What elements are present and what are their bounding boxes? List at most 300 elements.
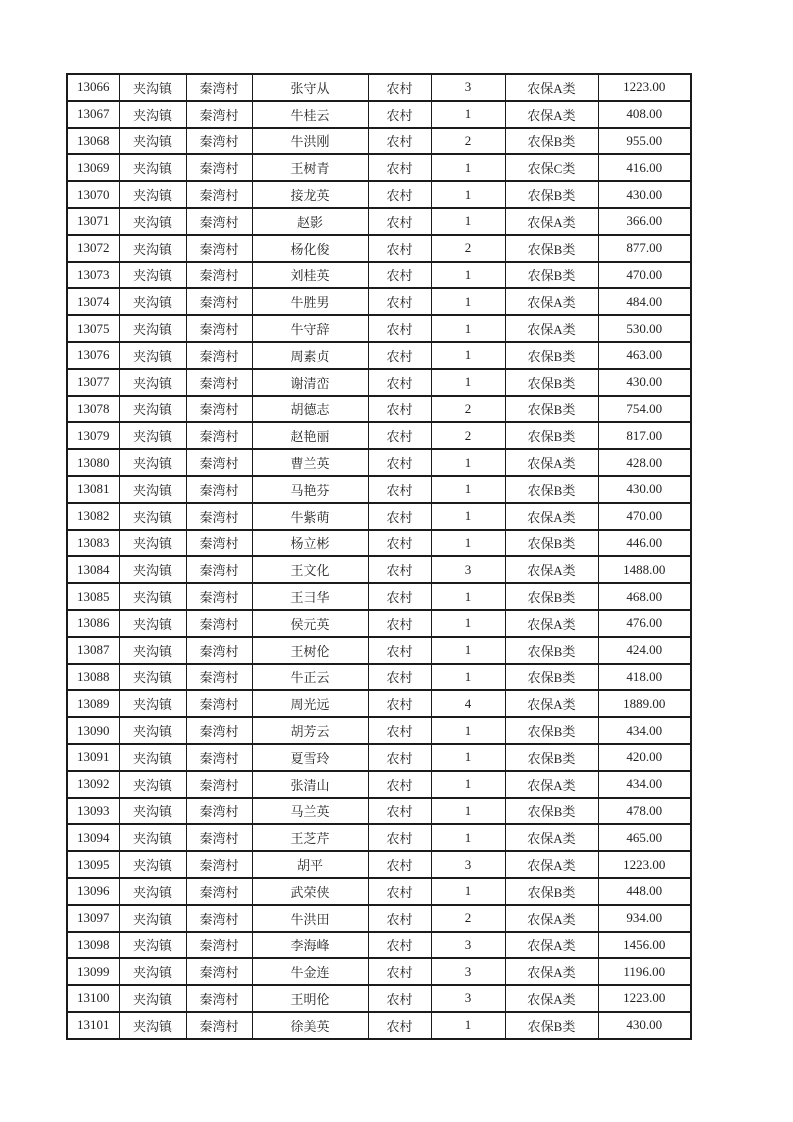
table-row [67, 422, 691, 449]
cell-category: 农村 [368, 181, 431, 208]
table-row [67, 101, 691, 128]
cell-name: 牛胜男 [252, 288, 368, 315]
table-row [67, 690, 691, 717]
cell-town: 夹沟镇 [119, 154, 186, 181]
cell-serial: 13070 [67, 181, 119, 208]
table-row [67, 208, 691, 235]
cell-village: 秦湾村 [186, 208, 252, 235]
cell-count: 1 [431, 583, 505, 610]
table-row [67, 74, 691, 101]
cell-category: 农村 [368, 530, 431, 557]
cell-insurance_type: 农保A类 [505, 958, 598, 985]
cell-town: 夹沟镇 [119, 530, 186, 557]
cell-town: 夹沟镇 [119, 878, 186, 905]
cell-village: 秦湾村 [186, 583, 252, 610]
cell-insurance_type: 农保B类 [505, 342, 598, 369]
cell-town: 夹沟镇 [119, 181, 186, 208]
cell-village: 秦湾村 [186, 610, 252, 637]
cell-village: 秦湾村 [186, 771, 252, 798]
cell-count: 3 [431, 556, 505, 583]
cell-serial: 13071 [67, 208, 119, 235]
cell-count: 1 [431, 288, 505, 315]
cell-count: 2 [431, 422, 505, 449]
cell-insurance_type: 农保A类 [505, 449, 598, 476]
cell-insurance_type: 农保B类 [505, 637, 598, 664]
cell-count: 4 [431, 690, 505, 717]
cell-insurance_type: 农保B类 [505, 530, 598, 557]
cell-name: 张守从 [252, 74, 368, 101]
table-row [67, 583, 691, 610]
cell-town: 夹沟镇 [119, 1012, 186, 1039]
cell-category: 农村 [368, 128, 431, 155]
cell-category: 农村 [368, 905, 431, 932]
cell-name: 夏雪玲 [252, 744, 368, 771]
cell-serial: 13079 [67, 422, 119, 449]
cell-amount: 430.00 [598, 1012, 691, 1039]
cell-serial: 13073 [67, 262, 119, 289]
cell-insurance_type: 农保B类 [505, 1012, 598, 1039]
cell-town: 夹沟镇 [119, 288, 186, 315]
cell-name: 马艳芬 [252, 476, 368, 503]
cell-insurance_type: 农保B类 [505, 262, 598, 289]
cell-village: 秦湾村 [186, 556, 252, 583]
cell-name: 侯元英 [252, 610, 368, 637]
cell-amount: 446.00 [598, 530, 691, 557]
cell-amount: 470.00 [598, 503, 691, 530]
cell-count: 1 [431, 262, 505, 289]
cell-count: 3 [431, 851, 505, 878]
cell-village: 秦湾村 [186, 690, 252, 717]
cell-count: 1 [431, 798, 505, 825]
cell-name: 王树青 [252, 154, 368, 181]
cell-amount: 430.00 [598, 181, 691, 208]
cell-amount: 366.00 [598, 208, 691, 235]
cell-village: 秦湾村 [186, 985, 252, 1012]
table-row [67, 556, 691, 583]
cell-town: 夹沟镇 [119, 664, 186, 691]
cell-insurance_type: 农保B类 [505, 878, 598, 905]
cell-category: 农村 [368, 396, 431, 423]
cell-village: 秦湾村 [186, 905, 252, 932]
cell-category: 农村 [368, 235, 431, 262]
cell-village: 秦湾村 [186, 422, 252, 449]
cell-name: 王文化 [252, 556, 368, 583]
cell-name: 胡芳云 [252, 717, 368, 744]
cell-category: 农村 [368, 690, 431, 717]
cell-count: 1 [431, 664, 505, 691]
cell-name: 武荣侠 [252, 878, 368, 905]
cell-count: 1 [431, 503, 505, 530]
cell-village: 秦湾村 [186, 315, 252, 342]
cell-amount: 428.00 [598, 449, 691, 476]
cell-town: 夹沟镇 [119, 851, 186, 878]
cell-name: 马兰英 [252, 798, 368, 825]
cell-village: 秦湾村 [186, 530, 252, 557]
cell-insurance_type: 农保A类 [505, 824, 598, 851]
cell-town: 夹沟镇 [119, 583, 186, 610]
cell-town: 夹沟镇 [119, 637, 186, 664]
cell-village: 秦湾村 [186, 717, 252, 744]
cell-category: 农村 [368, 262, 431, 289]
table-row [67, 369, 691, 396]
cell-amount: 434.00 [598, 717, 691, 744]
cell-town: 夹沟镇 [119, 905, 186, 932]
cell-name: 牛正云 [252, 664, 368, 691]
cell-insurance_type: 农保B类 [505, 798, 598, 825]
cell-count: 2 [431, 396, 505, 423]
cell-town: 夹沟镇 [119, 422, 186, 449]
cell-amount: 934.00 [598, 905, 691, 932]
cell-serial: 13076 [67, 342, 119, 369]
cell-count: 1 [431, 315, 505, 342]
cell-name: 王树伦 [252, 637, 368, 664]
table-row [67, 262, 691, 289]
cell-village: 秦湾村 [186, 878, 252, 905]
cell-count: 1 [431, 530, 505, 557]
cell-category: 农村 [368, 556, 431, 583]
table-row [67, 664, 691, 691]
cell-count: 3 [431, 985, 505, 1012]
records-table [66, 73, 692, 1040]
cell-insurance_type: 农保A类 [505, 288, 598, 315]
cell-town: 夹沟镇 [119, 315, 186, 342]
cell-category: 农村 [368, 154, 431, 181]
cell-town: 夹沟镇 [119, 985, 186, 1012]
cell-town: 夹沟镇 [119, 932, 186, 959]
cell-serial: 13096 [67, 878, 119, 905]
cell-serial: 13090 [67, 717, 119, 744]
cell-amount: 430.00 [598, 476, 691, 503]
cell-count: 1 [431, 610, 505, 637]
cell-category: 农村 [368, 744, 431, 771]
cell-category: 农村 [368, 101, 431, 128]
cell-amount: 418.00 [598, 664, 691, 691]
cell-village: 秦湾村 [186, 154, 252, 181]
cell-village: 秦湾村 [186, 262, 252, 289]
cell-village: 秦湾村 [186, 288, 252, 315]
cell-village: 秦湾村 [186, 958, 252, 985]
cell-village: 秦湾村 [186, 744, 252, 771]
cell-amount: 484.00 [598, 288, 691, 315]
cell-count: 1 [431, 369, 505, 396]
cell-village: 秦湾村 [186, 449, 252, 476]
cell-insurance_type: 农保B类 [505, 181, 598, 208]
cell-category: 农村 [368, 798, 431, 825]
table-row [67, 637, 691, 664]
cell-count: 1 [431, 1012, 505, 1039]
cell-amount: 420.00 [598, 744, 691, 771]
cell-village: 秦湾村 [186, 1012, 252, 1039]
cell-town: 夹沟镇 [119, 74, 186, 101]
cell-serial: 13080 [67, 449, 119, 476]
cell-insurance_type: 农保A类 [505, 851, 598, 878]
cell-town: 夹沟镇 [119, 369, 186, 396]
cell-amount: 434.00 [598, 771, 691, 798]
cell-village: 秦湾村 [186, 342, 252, 369]
cell-count: 1 [431, 476, 505, 503]
cell-insurance_type: 农保B类 [505, 396, 598, 423]
cell-count: 1 [431, 101, 505, 128]
cell-serial: 13078 [67, 396, 119, 423]
cell-count: 2 [431, 128, 505, 155]
cell-amount: 955.00 [598, 128, 691, 155]
cell-village: 秦湾村 [186, 369, 252, 396]
cell-name: 赵影 [252, 208, 368, 235]
cell-amount: 817.00 [598, 422, 691, 449]
cell-amount: 530.00 [598, 315, 691, 342]
cell-serial: 13095 [67, 851, 119, 878]
cell-count: 1 [431, 154, 505, 181]
cell-serial: 13100 [67, 985, 119, 1012]
cell-name: 胡德志 [252, 396, 368, 423]
cell-amount: 476.00 [598, 610, 691, 637]
cell-category: 农村 [368, 771, 431, 798]
cell-serial: 13099 [67, 958, 119, 985]
cell-serial: 13075 [67, 315, 119, 342]
cell-count: 1 [431, 208, 505, 235]
cell-town: 夹沟镇 [119, 449, 186, 476]
cell-town: 夹沟镇 [119, 262, 186, 289]
cell-serial: 13069 [67, 154, 119, 181]
cell-insurance_type: 农保B类 [505, 422, 598, 449]
cell-town: 夹沟镇 [119, 771, 186, 798]
cell-amount: 754.00 [598, 396, 691, 423]
table-row [67, 771, 691, 798]
cell-amount: 877.00 [598, 235, 691, 262]
cell-name: 曹兰英 [252, 449, 368, 476]
cell-serial: 13067 [67, 101, 119, 128]
cell-count: 1 [431, 181, 505, 208]
table-row [67, 878, 691, 905]
cell-insurance_type: 农保A类 [505, 690, 598, 717]
cell-category: 农村 [368, 610, 431, 637]
cell-town: 夹沟镇 [119, 342, 186, 369]
cell-count: 1 [431, 824, 505, 851]
cell-category: 农村 [368, 664, 431, 691]
cell-amount: 408.00 [598, 101, 691, 128]
cell-serial: 13088 [67, 664, 119, 691]
cell-insurance_type: 农保B类 [505, 744, 598, 771]
cell-category: 农村 [368, 315, 431, 342]
cell-name: 李海峰 [252, 932, 368, 959]
cell-town: 夹沟镇 [119, 717, 186, 744]
cell-amount: 463.00 [598, 342, 691, 369]
cell-name: 牛洪田 [252, 905, 368, 932]
cell-name: 周光远 [252, 690, 368, 717]
cell-name: 牛守辞 [252, 315, 368, 342]
cell-village: 秦湾村 [186, 74, 252, 101]
cell-town: 夹沟镇 [119, 208, 186, 235]
cell-amount: 478.00 [598, 798, 691, 825]
cell-count: 2 [431, 905, 505, 932]
cell-name: 牛桂云 [252, 101, 368, 128]
cell-serial: 13086 [67, 610, 119, 637]
cell-category: 农村 [368, 932, 431, 959]
cell-village: 秦湾村 [186, 851, 252, 878]
cell-insurance_type: 农保A类 [505, 556, 598, 583]
cell-amount: 1488.00 [598, 556, 691, 583]
cell-town: 夹沟镇 [119, 958, 186, 985]
cell-count: 1 [431, 342, 505, 369]
cell-town: 夹沟镇 [119, 396, 186, 423]
cell-serial: 13068 [67, 128, 119, 155]
cell-village: 秦湾村 [186, 664, 252, 691]
cell-insurance_type: 农保A类 [505, 101, 598, 128]
cell-serial: 13092 [67, 771, 119, 798]
cell-town: 夹沟镇 [119, 101, 186, 128]
cell-category: 农村 [368, 342, 431, 369]
cell-insurance_type: 农保B类 [505, 235, 598, 262]
cell-town: 夹沟镇 [119, 235, 186, 262]
cell-serial: 13074 [67, 288, 119, 315]
cell-town: 夹沟镇 [119, 824, 186, 851]
cell-amount: 465.00 [598, 824, 691, 851]
cell-amount: 1223.00 [598, 851, 691, 878]
table-row [67, 503, 691, 530]
cell-amount: 468.00 [598, 583, 691, 610]
cell-insurance_type: 农保A类 [505, 932, 598, 959]
cell-village: 秦湾村 [186, 798, 252, 825]
cell-serial: 13083 [67, 530, 119, 557]
cell-town: 夹沟镇 [119, 503, 186, 530]
cell-village: 秦湾村 [186, 824, 252, 851]
table-row [67, 476, 691, 503]
cell-name: 王芝芹 [252, 824, 368, 851]
cell-village: 秦湾村 [186, 637, 252, 664]
cell-serial: 13085 [67, 583, 119, 610]
cell-serial: 13098 [67, 932, 119, 959]
cell-serial: 13082 [67, 503, 119, 530]
cell-name: 王彐华 [252, 583, 368, 610]
cell-count: 3 [431, 958, 505, 985]
cell-name: 牛洪刚 [252, 128, 368, 155]
table-row [67, 932, 691, 959]
cell-amount: 448.00 [598, 878, 691, 905]
cell-amount: 1889.00 [598, 690, 691, 717]
cell-name: 牛金连 [252, 958, 368, 985]
cell-category: 农村 [368, 878, 431, 905]
table-row [67, 530, 691, 557]
cell-town: 夹沟镇 [119, 798, 186, 825]
cell-insurance_type: 农保C类 [505, 154, 598, 181]
cell-name: 王明伦 [252, 985, 368, 1012]
cell-category: 农村 [368, 958, 431, 985]
cell-amount: 1223.00 [598, 74, 691, 101]
cell-amount: 1196.00 [598, 958, 691, 985]
cell-village: 秦湾村 [186, 932, 252, 959]
cell-count: 1 [431, 717, 505, 744]
cell-town: 夹沟镇 [119, 690, 186, 717]
cell-insurance_type: 农保B类 [505, 476, 598, 503]
cell-name: 周素贞 [252, 342, 368, 369]
cell-category: 农村 [368, 985, 431, 1012]
table-row [67, 342, 691, 369]
cell-name: 接龙英 [252, 181, 368, 208]
cell-count: 3 [431, 74, 505, 101]
cell-insurance_type: 农保A类 [505, 905, 598, 932]
cell-village: 秦湾村 [186, 128, 252, 155]
table-row [67, 154, 691, 181]
table-row [67, 449, 691, 476]
cell-town: 夹沟镇 [119, 610, 186, 637]
cell-category: 农村 [368, 583, 431, 610]
table-row [67, 1012, 691, 1039]
cell-category: 农村 [368, 851, 431, 878]
cell-serial: 13093 [67, 798, 119, 825]
cell-serial: 13101 [67, 1012, 119, 1039]
cell-insurance_type: 农保A类 [505, 74, 598, 101]
cell-insurance_type: 农保A类 [505, 503, 598, 530]
cell-amount: 424.00 [598, 637, 691, 664]
cell-name: 赵艳丽 [252, 422, 368, 449]
cell-town: 夹沟镇 [119, 744, 186, 771]
cell-count: 3 [431, 932, 505, 959]
cell-serial: 13091 [67, 744, 119, 771]
cell-serial: 13094 [67, 824, 119, 851]
cell-insurance_type: 农保B类 [505, 128, 598, 155]
cell-village: 秦湾村 [186, 476, 252, 503]
records-table-body [67, 74, 691, 1039]
cell-village: 秦湾村 [186, 181, 252, 208]
cell-name: 刘桂英 [252, 262, 368, 289]
table-row [67, 824, 691, 851]
cell-count: 1 [431, 637, 505, 664]
cell-name: 牛紫萌 [252, 503, 368, 530]
cell-category: 农村 [368, 476, 431, 503]
cell-serial: 13072 [67, 235, 119, 262]
table-row [67, 958, 691, 985]
cell-name: 张清山 [252, 771, 368, 798]
cell-village: 秦湾村 [186, 503, 252, 530]
cell-town: 夹沟镇 [119, 128, 186, 155]
table-row [67, 905, 691, 932]
cell-serial: 13084 [67, 556, 119, 583]
cell-insurance_type: 农保A类 [505, 610, 598, 637]
cell-name: 杨化俊 [252, 235, 368, 262]
cell-category: 农村 [368, 503, 431, 530]
cell-count: 1 [431, 744, 505, 771]
cell-category: 农村 [368, 637, 431, 664]
cell-category: 农村 [368, 288, 431, 315]
table-row [67, 744, 691, 771]
cell-serial: 13087 [67, 637, 119, 664]
cell-name: 胡平 [252, 851, 368, 878]
table-row [67, 717, 691, 744]
table-row [67, 610, 691, 637]
cell-insurance_type: 农保A类 [505, 208, 598, 235]
table-row [67, 396, 691, 423]
cell-village: 秦湾村 [186, 235, 252, 262]
cell-category: 农村 [368, 74, 431, 101]
cell-category: 农村 [368, 369, 431, 396]
cell-serial: 13097 [67, 905, 119, 932]
cell-insurance_type: 农保B类 [505, 583, 598, 610]
cell-category: 农村 [368, 824, 431, 851]
cell-town: 夹沟镇 [119, 476, 186, 503]
cell-category: 农村 [368, 717, 431, 744]
cell-count: 1 [431, 771, 505, 798]
cell-name: 谢清峦 [252, 369, 368, 396]
cell-insurance_type: 农保B类 [505, 369, 598, 396]
cell-serial: 13081 [67, 476, 119, 503]
cell-serial: 13077 [67, 369, 119, 396]
table-row [67, 128, 691, 155]
cell-count: 2 [431, 235, 505, 262]
cell-insurance_type: 农保A类 [505, 315, 598, 342]
table-row [67, 315, 691, 342]
cell-village: 秦湾村 [186, 396, 252, 423]
cell-amount: 470.00 [598, 262, 691, 289]
